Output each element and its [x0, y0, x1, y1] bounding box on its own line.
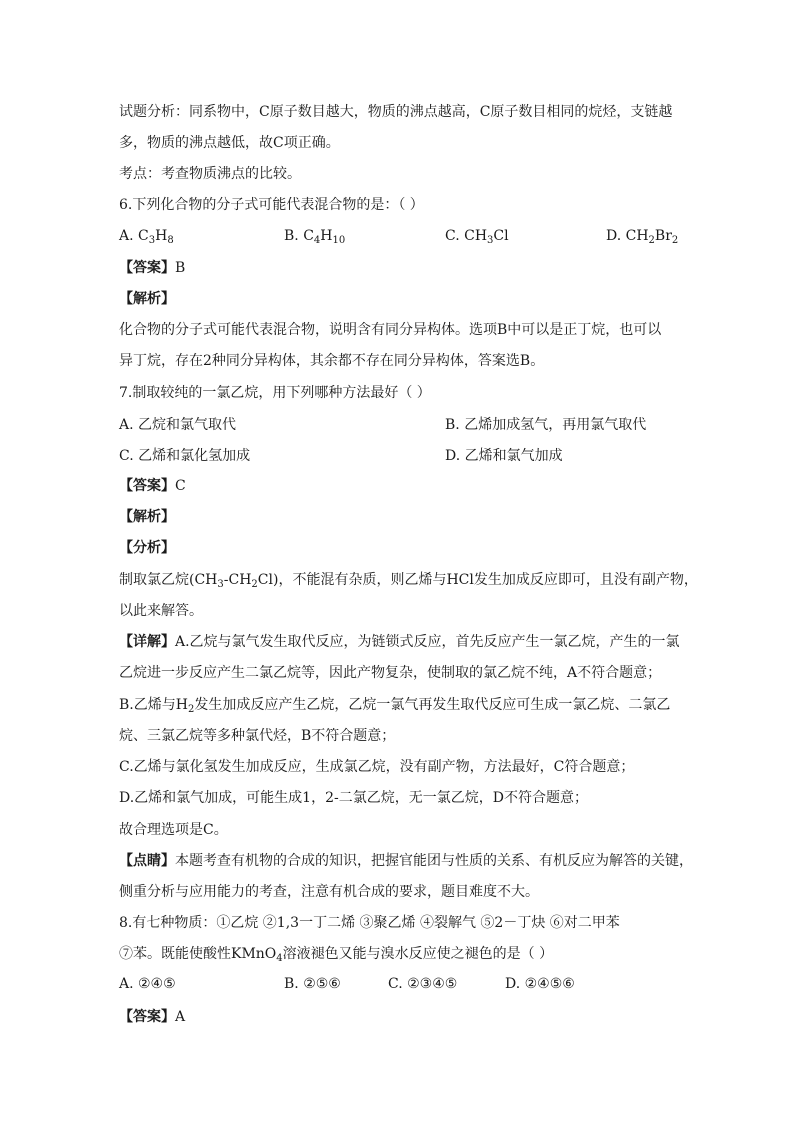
answer-value: B — [175, 260, 186, 276]
q6-analysis-label: 【解析】 — [119, 291, 175, 307]
xiangjie-label: 【详解】 — [119, 634, 175, 650]
intro-line-1: 试题分析：同系物中，C原子数目越大，物质的沸点越高，C原子数目相同的烷烃，支链越 — [119, 104, 673, 120]
q6-analysis-line-2: 异丁烷，存在2种同分异构体，其余都不存在同分异构体，答案选B。 — [119, 353, 545, 369]
q6-stem: 6.下列化合物的分子式可能代表混合物的是：（ ） — [119, 197, 424, 213]
q8-option-a: A. ②④⑤ — [119, 976, 176, 992]
q7-option-d: D. 乙烯和氯气加成 — [445, 448, 563, 464]
q7-c-line: C.乙烯与氯化氢发生加成反应，生成氯乙烷，没有副产物，方法最好，C符合题意； — [119, 759, 635, 775]
q6-analysis-line-1: 化合物的分子式可能代表混合物，说明含有同分异构体。选项B中可以是正丁烷，也可以 — [119, 322, 662, 338]
q8-option-d: D. ②④⑤⑥ — [505, 976, 575, 992]
q6-option-c: C. $CH_3Cl$ — [445, 228, 509, 246]
q7-b-line-2: 烷、三氯乙烷等多种氯代烃，B不符合题意； — [119, 728, 396, 744]
answer-label: 【答案】 — [119, 478, 175, 494]
q8-stem-line-1: 8.有七种物质：①乙烷 ②1,3一丁二烯 ③聚乙烯 ④裂解气 ⑤2－丁炔 ⑥对二甲苯 — [119, 915, 620, 931]
q7-b-line-1: B.乙烯与$H_2$发生加成反应产生乙烷，乙烷一氯气再发生取代反应可生成一氯乙烷、二氯乙 — [119, 697, 671, 715]
q7-xiangjie-line-2: 乙烷进一步反应产生二氯乙烷等，因此产物复杂，使制取的氯乙烷不纯，A不符合题意； — [119, 665, 662, 681]
q6-answer — [119, 258, 709, 278]
q7-fenxi-line-1: 制取氯乙烷$(CH_3-CH_2Cl)$，不能混有杂质，则乙烯与HCl发生加成反应即可，且没有副产物， — [119, 572, 698, 590]
q7-d-line: D.乙烯和氯气加成，可能生成1，2-二氯乙烷，无一氯乙烷，D不符合题意； — [119, 790, 588, 806]
q7-option-b: B. 乙烯加成氢气，再用氯气取代 — [445, 417, 647, 433]
q6-option-a: A. $C_3H_8$ — [119, 228, 174, 246]
answer-label: 【答案】 — [119, 1009, 175, 1025]
q8-answer — [119, 1007, 709, 1027]
q7-dianjing-line-1: 【点睛】本题考查有机物的合成的知识，把握官能团与性质的关系、有机反应为解答的关键， — [119, 853, 693, 869]
kaodian-line: 考点：考查物质沸点的比较。 — [119, 166, 301, 182]
q7-stem: 7.制取较纯的一氯乙烷，用下列哪种方法最好（ ） — [119, 385, 431, 401]
q7-conclusion: 故合理选项是C。 — [119, 822, 228, 838]
q7-dianjing-line-2: 侧重分析与应用能力的考查，注意有机合成的要求，题目难度不大。 — [119, 884, 539, 900]
q7-option-a: A. 乙烷和氯气取代 — [119, 417, 237, 433]
q7-fenxi-label: 【分析】 — [119, 540, 175, 556]
answer-label: 【答案】 — [119, 260, 175, 276]
q8-stem-line-2: ⑦苯。既能使酸性KMnO$_4$溶液褪色又能与溴水反应使之褪色的是（ ） — [119, 946, 554, 964]
q8-option-c: C. ②③④⑤ — [388, 976, 458, 992]
q8-option-b: B. ②⑤⑥ — [284, 976, 341, 992]
dianjing-label: 【点睛】 — [119, 853, 175, 869]
q7-analysis-label: 【解析】 — [119, 509, 175, 525]
q7-option-c: C. 乙烯和氯化氢加成 — [119, 448, 251, 464]
q7-fenxi-line-2: 以此来解答。 — [119, 603, 203, 619]
answer-value: A — [175, 1009, 186, 1025]
q7-xiangjie-line-1: 【详解】A.乙烷与氯气发生取代反应，为链锁式反应，首先反应产生一氯乙烷，产生的一氯 — [119, 634, 680, 650]
q6-option-d: D. $CH_2Br_2$ — [606, 228, 679, 246]
answer-value: C — [175, 478, 186, 494]
q6-option-b: B. $C_4H_{10}$ — [284, 228, 346, 246]
q7-answer — [119, 476, 709, 496]
intro-line-2: 多，物质的沸点越低，故C项正确。 — [119, 135, 340, 151]
